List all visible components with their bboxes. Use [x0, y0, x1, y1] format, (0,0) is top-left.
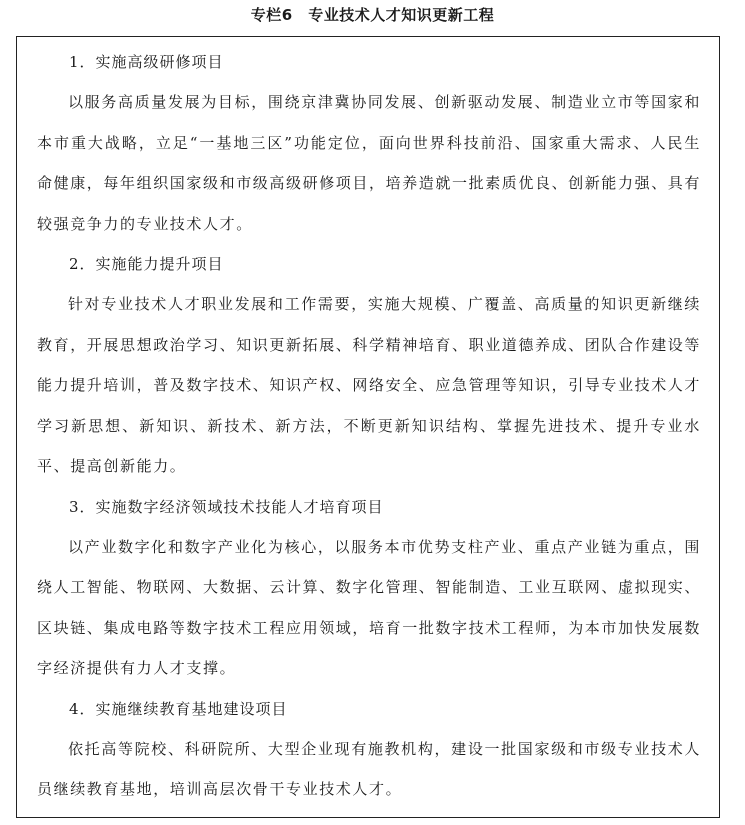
column-box [16, 36, 720, 818]
section-3-heading: 3．实施数字经济领域技术技能人才培育项目 [69, 497, 384, 516]
section-4-heading: 4．实施继续教育基地建设项目 [69, 699, 288, 718]
section-2-heading: 2．实施能力提升项目 [69, 255, 224, 273]
section-1 [37, 42, 701, 244]
section-2 [37, 244, 701, 487]
section-1-heading: 1．实施高级研修项目 [69, 53, 224, 71]
box-title: 专栏6 专业技术人才知识更新工程 [250, 6, 495, 24]
section-3 [37, 487, 701, 689]
section-3-body: 以产业数字化和数字产业化为核心，以服务本市优势支柱产业、重点产业链为重点，围绕人工智能、物联网、大数据、云计算、数字化管理、智能制造、工业互联网、虚拟现实、区块链、集成电路等数字技术工程应用领域，培育一批数字技术工程师，为本市加快发展数字经济提供有力人才支撑。 [37, 537, 702, 677]
section-2-body: 针对专业技术人才职业发展和工作需要，实施大规模、广覆盖、高质量的知识更新继续教育，开展思想政治学习、知识更新拓展、科学精神培育、职业道德养成、团队合作建设等能力提升培训，普及数字技术、知识产权、网络安全、应急管理等知识，引导专业技术人才学习新思想、新知识、新技术、新方法，不断更新知识结构、掌握先进技术、提升专业水平、提高创新能力。 [37, 295, 702, 475]
section-1-body: 以服务高质量发展为目标，围绕京津冀协同发展、创新驱动发展、制造业立市等国家和本市重大战略，立足“一基地三区”功能定位，面向世界科技前沿、国家重大需求、人民生命健康，每年组织国家级和市级高级研修项目，培养造就一批素质优良、创新能力强、具有较强竞争力的专业技术人才。 [37, 93, 702, 233]
section-4-body: 依托高等院校、科研院所、大型企业现有施教机构，建设一批国家级和市级专业技术人员继续教育基地，培训高层次骨干专业技术人才。 [37, 739, 701, 798]
section-4 [37, 689, 701, 810]
